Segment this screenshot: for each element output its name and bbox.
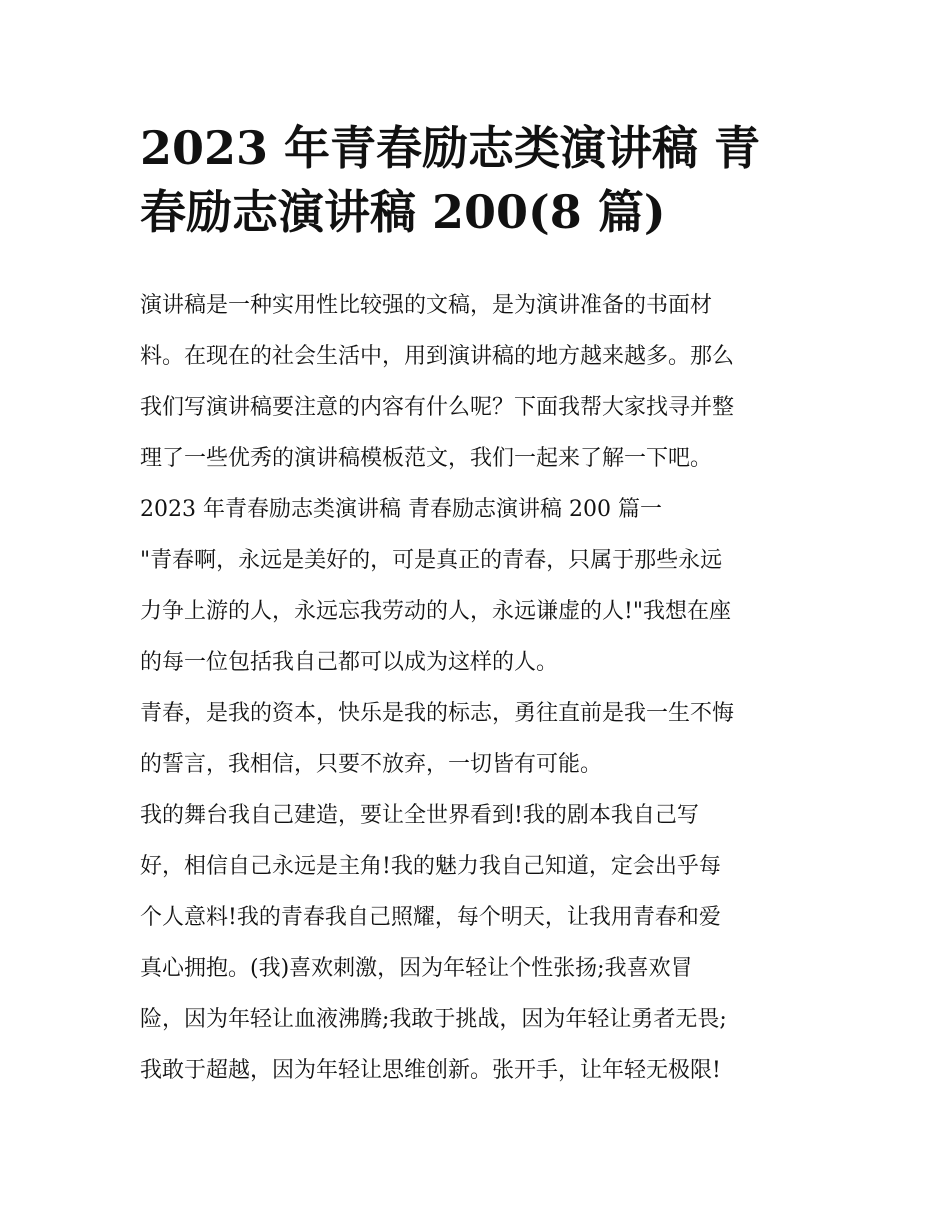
title-line: 春励志演讲稿 200(8 篇): [140, 185, 666, 239]
body-line: 的每一位包括我自己都可以成为这样的人。: [140, 650, 559, 675]
body-line: 理了一些优秀的演讲稿模板范文，我们一起来了解一下吧。: [140, 446, 713, 471]
body-line: 我的舞台我自己建造，要让全世界看到!我的剧本我自己写: [140, 803, 699, 828]
title-line: 2023 年青春励志类演讲稿 青: [140, 121, 761, 175]
body-line: 真心拥抱。(我)喜欢刺激，因为年轻让个性张扬;我喜欢冒: [140, 956, 693, 981]
body-line: "青春啊，永远是美好的，可是真正的青春，只属于那些永远: [140, 548, 723, 573]
body-line: 青春，是我的资本，快乐是我的标志，勇往直前是我一生不悔: [140, 701, 735, 726]
body-line: 我们写演讲稿要注意的内容有什么呢？下面我帮大家找寻并整: [140, 395, 735, 420]
body-line: 力争上游的人，永远忘我劳动的人，永远谦虚的人!"我想在座: [140, 599, 731, 624]
body-line: 我敢于超越，因为年轻让思维创新。张开手，让年轻无极限!: [140, 1058, 721, 1083]
body-line: 险，因为年轻让血液沸腾;我敢于挑战，因为年轻让勇者无畏;: [140, 1007, 727, 1032]
body-line: 好，相信自己永远是主角!我的魅力我自己知道，定会出乎每: [140, 854, 721, 879]
body-line: 的誓言，我相信，只要不放弃，一切皆有可能。: [140, 752, 603, 777]
document-title: [140, 116, 820, 244]
body-line: 演讲稿是一种实用性比较强的文稿，是为演讲准备的书面材: [140, 293, 713, 318]
body-line: 料。在现在的社会生活中，用到演讲稿的地方越来越多。那么: [140, 344, 735, 369]
document-body: [140, 280, 820, 1096]
body-line: 个人意料!我的青春我自己照耀，每个明天，让我用青春和爱: [140, 905, 721, 930]
section-heading: 2023 年青春励志类演讲稿 青春励志演讲稿 200 篇一: [140, 497, 662, 522]
